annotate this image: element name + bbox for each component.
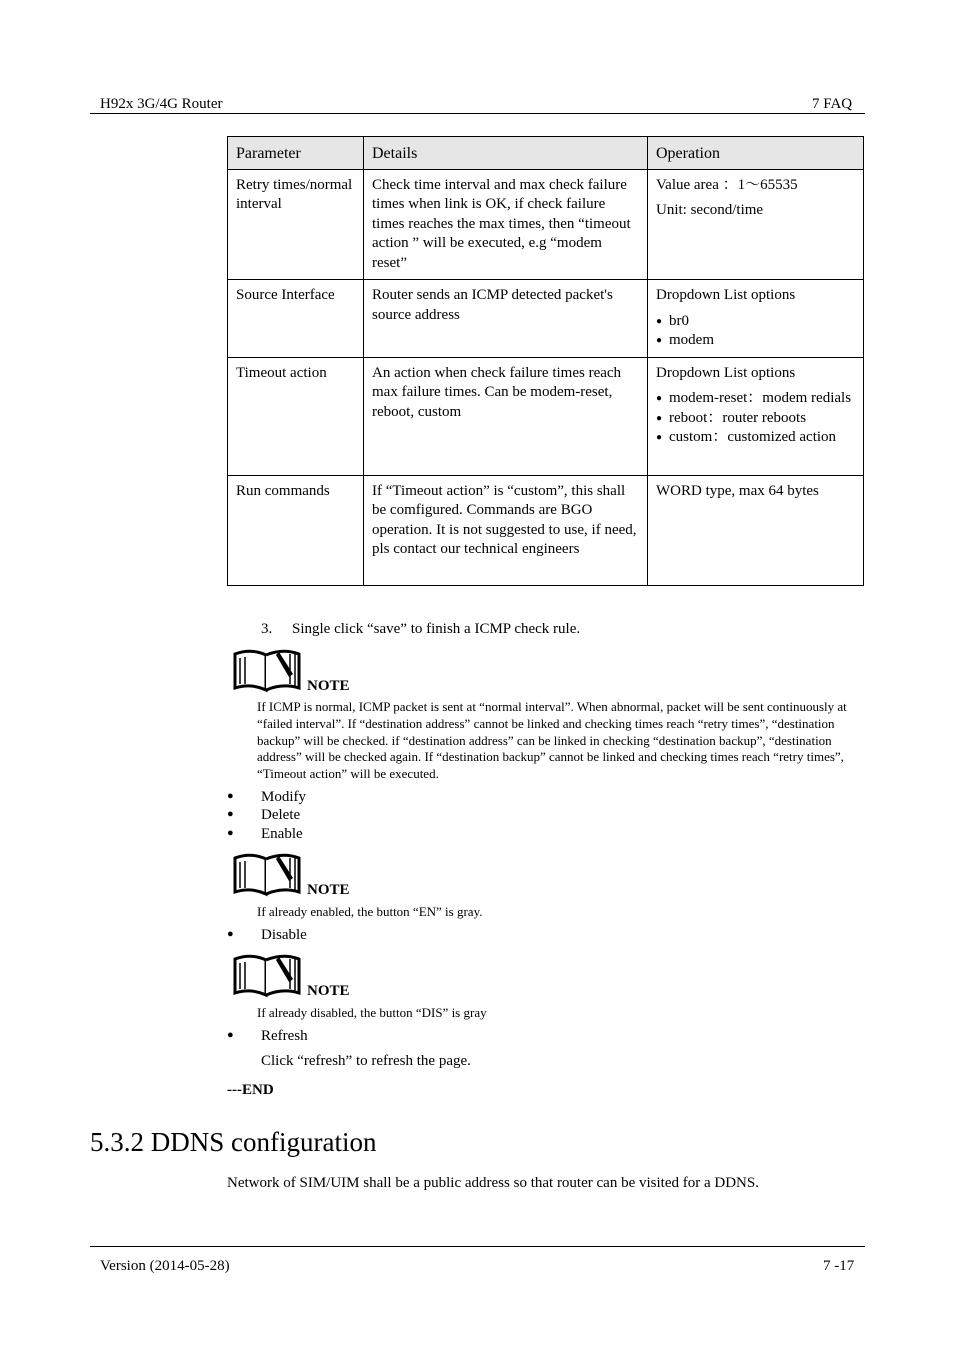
header-rule — [90, 113, 865, 114]
section-heading: 5.3.2 DDNS configuration — [90, 1127, 377, 1157]
step-text: Single click “save” to finish a ICMP check rule. — [292, 621, 581, 637]
details-cell: If “Timeout action” is “custom”, this shall be comfigured. Commands are BGO operation. It is not suggested to use, if need, pls contact our technical engineers — [364, 475, 648, 585]
table-row — [228, 169, 864, 280]
column-header: Operation — [648, 137, 864, 170]
details-cell: Check time interval and max check failure times when link is OK, if check failure times reaches the max times, then “timeout action ” will be executed, e.g “modem reset” — [364, 169, 648, 280]
operation-line: Value area ：1～65535 — [656, 176, 798, 193]
option-list — [656, 389, 855, 448]
end-marker: ---END — [227, 1082, 274, 1098]
operation-cell — [648, 169, 864, 280]
note-icon — [233, 951, 357, 999]
parameter-cell: Retry times/normal interval — [228, 169, 364, 280]
operation-line: WORD type, max 64 bytes — [656, 482, 819, 499]
note-icon — [233, 646, 357, 694]
option-list — [656, 312, 855, 351]
step-number: 3. — [261, 621, 273, 637]
details-cell: Router sends an ICMP detected packet's source address — [364, 280, 648, 358]
operation-cell — [648, 475, 864, 585]
table-row — [228, 280, 864, 358]
header-title: H92x 3G/4G Router — [100, 96, 223, 112]
footer-version: Version (2014-05-28) — [100, 1258, 230, 1274]
parameter-cell: Timeout action — [228, 357, 364, 475]
option-item: ● custom：customized action — [656, 428, 855, 448]
operation-line: Unit: second/time — [656, 202, 764, 218]
note-text: If already disabled, the button “DIS” is gray — [257, 1005, 487, 1020]
note-label: NOTE — [307, 983, 350, 999]
option-item: ● br0 — [656, 312, 855, 332]
note-label: NOTE — [307, 882, 350, 898]
option-item: ● modem — [656, 331, 855, 351]
bullet-icon: ● — [227, 827, 234, 839]
operation-line: Dropdown List options — [656, 287, 796, 303]
operation-cell — [648, 280, 864, 358]
bullet-icon: ● — [227, 808, 234, 820]
section-body: Network of SIM/UIM shall be a public address so that router can be visited for a DDNS. — [227, 1175, 759, 1191]
operation-line: Dropdown List options — [656, 364, 796, 381]
bullet-icon: ● — [227, 790, 234, 802]
note-icon — [233, 850, 357, 898]
note-label: NOTE — [307, 678, 350, 694]
table-header-row — [228, 137, 864, 170]
header-chapter: 7 FAQ — [812, 96, 853, 112]
column-header: Parameter — [228, 137, 364, 170]
bullet-icon: ● — [227, 1029, 234, 1041]
details-cell: An action when check failure times reach max failure times. Can be modem-reset, reboot, custom — [364, 357, 648, 475]
column-header: Details — [364, 137, 648, 170]
footer-rule — [90, 1246, 865, 1247]
parameter-cell: Run commands — [228, 475, 364, 585]
parameter-cell: Source Interface — [228, 280, 364, 358]
option-item: ● reboot：router reboots — [656, 409, 855, 429]
note-text: If already enabled, the button “EN” is gray. — [257, 904, 483, 919]
parameter-table — [227, 136, 864, 586]
refresh-description: Click “refresh” to refresh the page. — [261, 1053, 471, 1069]
table-row — [228, 475, 864, 585]
note-text: If ICMP is normal, ICMP packet is sent at “normal interval”. When abnormal, packet will be sent continuously at “failed interval”. If “destination address” cannot be linked and checking times reach “retry times”, “destination backup” will be checked. if “destination address” can be linked in checking “destination backup”, “destination address” will be checked again. If “destination backup” cannot be linked and checking times reach “retry times”, “Timeout action” will be executed. — [257, 699, 847, 782]
footer-page-number: 7 -17 — [823, 1258, 855, 1274]
table-row — [228, 357, 864, 475]
bullet-icon: ● — [227, 928, 234, 940]
operation-cell — [648, 357, 864, 475]
option-item: ● modem-reset：modem redials — [656, 389, 855, 409]
